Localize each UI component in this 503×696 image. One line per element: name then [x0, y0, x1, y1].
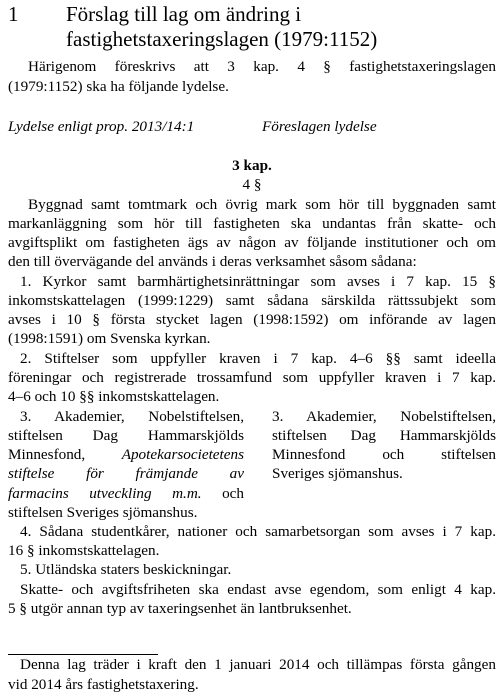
section-heading: 4 § — [242, 176, 262, 193]
item3-proposed-line: stiftelsen Dag Hammarskjölds — [272, 427, 496, 444]
chapter-heading: 3 kap. — [232, 157, 272, 174]
item3-current-segment: Minnesfond, — [8, 446, 122, 463]
column-header-current: Lydelse enligt prop. 2013/14:1 — [8, 118, 195, 135]
column-header-proposed: Föreslagen lydelse — [262, 118, 377, 135]
item3-proposed-line: Sveriges sjömanshus. — [272, 465, 403, 482]
closing-line: 5. Utländska staters beskickningar. — [20, 561, 232, 578]
transition-line: Denna lag träder i kraft den 1 januari 2014 och tillämpas första gången — [20, 656, 496, 673]
paragraph-line: inkomstskattelagen (1999:1229) samt sådana särskilda rättssubjekt som — [8, 292, 496, 309]
closing-line: 5 § utgör annan typ av taxeringsenhet än lantbruksenhet. — [8, 600, 352, 617]
heading-title — [66, 2, 496, 52]
item3-current-line — [8, 484, 244, 503]
heading-number: 1 — [8, 2, 19, 26]
item3-current-line: stiftelsen Dag Hammarskjölds — [8, 427, 244, 444]
heading-title-line: fastighetstaxeringslagen (1979:1152) — [66, 27, 378, 51]
paragraph-line: föreningar och registrerade trossamfund som uppfyller kraven i 7 kap. — [8, 369, 496, 386]
item3-current-line: 3. Akademier, Nobelstiftelsen, — [20, 408, 244, 425]
item3-current-segment-italic: farmacins utveckling m.m. — [8, 485, 202, 502]
intro-line: Härigenom föreskrivs att 3 kap. 4 § fastighetstaxeringslagen — [28, 58, 496, 75]
item3-current-line — [8, 445, 244, 464]
item3-proposed-line: Minnesfond och stiftelsen — [272, 446, 496, 463]
intro-line: (1979:1152) ska ha följande lydelse. — [8, 78, 229, 95]
item3-current-segment-italic: Apotekarsocietetens — [121, 446, 244, 463]
paragraph-line: 4–6 och 10 §§ inkomstskattelagen. — [8, 388, 220, 405]
item3-proposed-line: 3. Akademier, Nobelstiftelsen, — [272, 408, 496, 425]
paragraph-line: markanläggning som hör till fastigheten ska undantas från skatte- och — [8, 215, 496, 232]
item3-current-line: stiftelsen Sveriges sjömanshus. — [8, 504, 198, 521]
paragraph-line: 2. Stiftelser som uppfyller kraven i 7 kap. 4–6 §§ samt ideella — [20, 350, 496, 367]
closing-line: 16 § inkomstskattelagen. — [8, 542, 160, 559]
closing-line: Skatte- och avgiftsfriheten ska endast avse egendom, som enligt 4 kap. — [20, 581, 496, 598]
paragraph-line: 1. Kyrkor samt barmhärtighetsinrättningar som avses i 7 kap. 15 § — [20, 273, 496, 290]
paragraph-line: den till övervägande del används i deras verksamhet såsom sådana: — [8, 253, 417, 270]
paragraph-line: avgiftsplikt om fastigheten ägs av någon av följande institutioner och om — [8, 234, 496, 251]
item3-current-line: stiftelse för främjande av — [8, 465, 244, 482]
paragraph-line: (1998:1591) om Svenska kyrkan. — [8, 330, 211, 347]
transition-line: vid 2014 års fastighetstaxering. — [8, 676, 199, 693]
heading-title-line: Förslag till lag om ändring i — [66, 2, 302, 26]
item3-current-segment: och — [201, 485, 244, 502]
paragraph-line: avses i 10 § första stycket lagen (1998:1592) om införande av lagen — [8, 311, 496, 328]
paragraph-line: Byggnad samt tomtmark och övrig mark som hör till byggnaden samt — [28, 196, 496, 213]
closing-line: 4. Sådana studentkårer, nationer och samarbetsorgan som avses i 7 kap. — [20, 523, 496, 540]
